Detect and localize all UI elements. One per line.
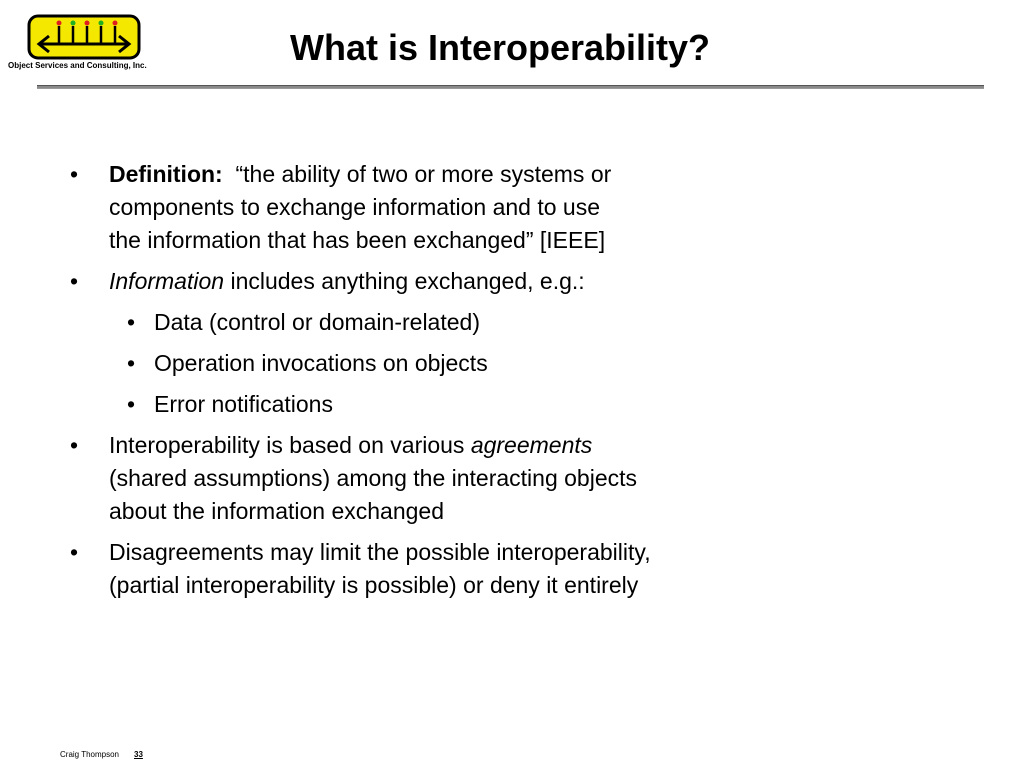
bullet-marker: • [70,268,79,294]
page-number: 33 [134,750,143,759]
footer-author: Craig Thompson [60,750,119,759]
definition-text-line3: the information that has been exchanged” [IEEE] [109,227,606,253]
definition-text-line2: components to exchange information and to use [109,194,600,220]
definition-text-line1: “the ability of two or more systems or [235,161,612,187]
sub-bullet-errors [70,388,830,421]
header-divider [37,85,984,89]
disagreements-text-line1: Disagreements may limit the possible interoperability, [109,539,651,565]
sub-bullet-operations [70,347,830,380]
bullet-marker: • [70,539,79,565]
bullet-marker: • [70,432,79,458]
bullet-definition [70,158,830,257]
sub-bullet-text: Error notifications [154,391,333,417]
bullet-disagreements [70,536,830,602]
bullet-information [70,265,830,298]
information-emphasis: Information [109,268,225,294]
agreements-text: Interoperability is based on various [109,432,471,458]
company-name: Object Services and Consulting, Inc. [8,61,147,70]
information-text: includes anything exchanged, e.g.: [224,268,585,294]
agreements-text-line3: about the information exchanged [109,498,445,524]
sub-bullet-text: Operation invocations on objects [154,350,488,376]
sub-bullet-marker: • [127,309,136,335]
slide-body [70,158,830,610]
company-logo [27,14,141,60]
slide-title: What is Interoperability? [290,27,711,68]
sub-bullet-marker: • [127,391,136,417]
bullet-marker: • [70,161,79,187]
agreements-text-line2: (shared assumptions) among the interacting objects [109,465,638,491]
agreements-emphasis: agreements [470,432,593,458]
disagreements-text-line2: (partial interoperability is possible) or deny it entirely [109,572,639,598]
bullet-agreements [70,429,830,528]
sub-bullet-marker: • [127,350,136,376]
sub-bullet-data [70,306,830,339]
definition-label: Definition: [109,161,223,187]
sub-bullet-text: Data (control or domain-related) [154,309,480,335]
